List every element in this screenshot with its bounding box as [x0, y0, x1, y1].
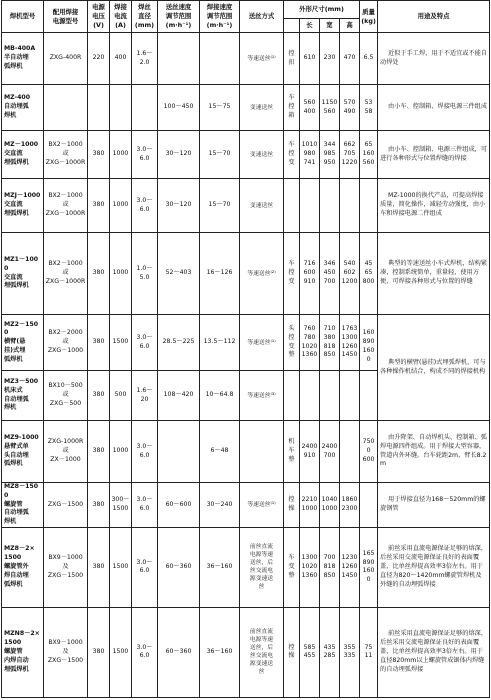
wire-diameter-cell: 1.6～ 20: [132, 371, 158, 421]
unit-cell: 车 变 整: [284, 527, 300, 607]
usage-cell: 由小车、控制箱、焊接电源三件组成: [378, 85, 490, 131]
table-row: [2, 33, 490, 85]
header-length: 长: [300, 19, 320, 33]
feed-speed-cell: [158, 421, 200, 483]
power-model-cell: BX10－500 或 ZXG－500: [44, 371, 88, 421]
weld-speed-cell: 15～75: [200, 85, 240, 131]
model-cell: MB-400A 半自动埋 弧焊机: [2, 33, 44, 85]
unit-cell: 车 控 变: [284, 233, 300, 315]
power-model-cell: ZXG-400R: [44, 33, 88, 85]
width-cell: 230: [320, 33, 340, 85]
wire-diameter-cell: 3.0～ 6.0: [132, 421, 158, 483]
wire-diameter-cell: 3.0～ 6.0: [132, 483, 158, 528]
wire-diameter-cell: [132, 85, 158, 131]
height-cell: [340, 179, 360, 233]
voltage-cell: 380: [88, 483, 110, 528]
header-width: 宽: [320, 19, 340, 33]
current-cell: [110, 85, 132, 131]
header-voltage: 电源 电压 (V): [88, 1, 110, 33]
table-row: [2, 233, 490, 315]
wire-diameter-cell: 3.0～ 6.0: [132, 315, 158, 371]
header-power-model: 配用焊接 电源型号: [44, 1, 88, 33]
height-cell: 1230 1260 1450: [340, 527, 360, 607]
height-cell: 1860 2300: [340, 483, 360, 528]
mass-cell: [360, 483, 378, 528]
weld-speed-cell: 36～160: [200, 527, 240, 607]
feed-mode-cell: 等速送丝⁽²⁾: [240, 233, 284, 315]
current-cell: 1500: [110, 315, 132, 371]
weld-speed-cell: 15～70: [200, 131, 240, 179]
unit-cell: 控 操: [284, 483, 300, 528]
model-cell: MZ－1000 交直流 埋弧焊机: [2, 131, 44, 179]
usage-cell: 由小车、控制箱、电源三件组成，可进行各种形式与位置焊缝的焊接: [378, 131, 490, 179]
unit-cell: 车 控 箱: [284, 85, 300, 131]
welder-spec-table: [1, 0, 490, 698]
mass-cell: [360, 179, 378, 233]
voltage-cell: 380: [88, 131, 110, 179]
power-model-cell: ZXG-1000R 或 ZX－1000: [44, 421, 88, 483]
feed-mode-cell: [240, 421, 284, 483]
table-row: [2, 315, 490, 371]
current-cell: 1000: [110, 421, 132, 483]
table-row: [2, 179, 490, 233]
width-cell: 346 450 700: [320, 233, 340, 315]
height-cell: 570 490: [340, 85, 360, 131]
feed-speed-cell: 100～450: [158, 85, 200, 131]
header-model: 焊机型号: [2, 1, 44, 33]
width-cell: 1040 1000: [320, 483, 340, 528]
voltage-cell: 380: [88, 233, 110, 315]
table-row: [2, 483, 490, 528]
usage-cell: 典型的等速送丝小车式焊机，结构紧凑，控制系统简单，重量轻，使用方便，可焊接各种形式与位置的焊缝: [378, 233, 490, 315]
voltage-cell: 380: [88, 527, 110, 607]
feed-mode-cell: 等速送丝⁽¹⁾: [240, 315, 284, 371]
feed-speed-cell: 30～120: [158, 179, 200, 233]
feed-speed-cell: 28.5～225: [158, 315, 200, 371]
wire-diameter-cell: 3.0～ 6.0: [132, 527, 158, 607]
usage-cell: 典型的横臂(悬挂)式埋弧焊机，可与各种操作机结合，构成不同的焊接机构: [378, 315, 490, 421]
mass-cell: 7500 600: [360, 421, 378, 483]
height-cell: 355 335: [340, 607, 360, 697]
feed-mode-cell: 变速送丝: [240, 131, 284, 179]
height-cell: [340, 421, 360, 483]
current-cell: 1000: [110, 179, 132, 233]
feed-speed-cell: 30～120: [158, 131, 200, 179]
table-body: [2, 33, 490, 698]
table-row: [2, 131, 490, 179]
model-cell: MZ1－1000 交直流 埋弧焊机: [2, 233, 44, 315]
length-cell: 1300 1020 1360: [300, 527, 320, 607]
feed-mode-cell: 变速送丝: [240, 179, 284, 233]
weld-speed-cell: 6～48: [200, 421, 240, 483]
mass-cell: 45 65 800: [360, 233, 378, 315]
width-cell: 700 818 850: [320, 527, 340, 607]
height-cell: 1763 1300 1260 1450: [340, 315, 360, 371]
mass-cell: 75 11: [360, 607, 378, 697]
usage-cell: 近似于手工焊，用于不适宜或不能自动焊处: [378, 33, 490, 85]
table-row: [2, 607, 490, 697]
length-cell: 1010 980 741: [300, 131, 320, 179]
mass-cell: 65 160 560: [360, 131, 378, 179]
length-cell: 716 600 910: [300, 233, 320, 315]
length-cell: 2210 1000: [300, 483, 320, 528]
power-model-cell: BX9－1000 及 ZXG－1500: [44, 607, 88, 697]
voltage-cell: 380: [88, 371, 110, 421]
usage-cell: MZ-1000的换代产品，可提高焊接质量，简化操作，减轻劳动强度，由小车和焊接电源二件组成: [378, 179, 490, 233]
unit-cell: 头 控 变 整: [284, 315, 300, 371]
table-row: [2, 421, 490, 483]
header-current: 焊接 电流 (A): [110, 1, 132, 33]
weld-speed-cell: 10～64.8: [200, 371, 240, 421]
model-cell: MZJ－1000 交直流 埋弧焊机: [2, 179, 44, 233]
feed-speed-cell: 108～420: [158, 371, 200, 421]
length-cell: 560 400: [300, 85, 320, 131]
usage-cell: 用于焊接直径为168～520mm的螺旋钢管: [378, 483, 490, 528]
weld-speed-cell: [200, 33, 240, 85]
width-cell: 435 285: [320, 607, 340, 697]
feed-mode-cell: 等速送丝⁽¹⁾: [240, 33, 284, 85]
unit-cell: [284, 371, 300, 421]
unit-cell: 机 车 整: [284, 421, 300, 483]
header-usage: 用途及特点: [378, 1, 490, 33]
unit-cell: 控 操: [284, 607, 300, 697]
model-cell: MZ-400 自动埋弧 焊机: [2, 85, 44, 131]
header-unit: [284, 19, 300, 33]
power-model-cell: BX2－1000 或 ZXG－1000R: [44, 233, 88, 315]
wire-diameter-cell: 3.0～ 6.0: [132, 131, 158, 179]
mass-cell: [360, 371, 378, 421]
table-header: [2, 1, 490, 33]
wire-diameter-cell: 3.0～ 6.0: [132, 607, 158, 697]
mass-cell: 160 890 1600: [360, 315, 378, 371]
power-model-cell: BX2－1000 或 ZXG－1000R: [44, 179, 88, 233]
header-feed-mode: 送丝方式: [240, 1, 284, 33]
feed-mode-cell: 等速送丝⁽³⁾: [240, 371, 284, 421]
feed-mode-cell: 前丝直流 电源等速 送丝，后 丝交流电 源变速送 丝: [240, 527, 284, 607]
current-cell: 1000: [110, 131, 132, 179]
current-cell: 500: [110, 371, 132, 421]
height-cell: 662 705 1220: [340, 131, 360, 179]
header-weld-speed: 焊接速度 调节范围 (m·h⁻¹): [200, 1, 240, 33]
header-dimensions: 外形尺寸(mm): [284, 1, 360, 19]
unit-cell: [284, 179, 300, 233]
power-model-cell: BX9－1000 及 ZXG－1500: [44, 527, 88, 607]
weld-speed-cell: 36～160: [200, 607, 240, 697]
weld-speed-cell: 16～126: [200, 233, 240, 315]
length-cell: 610: [300, 33, 320, 85]
weld-speed-cell: 15～70: [200, 179, 240, 233]
header-mass: 质量 (kg): [360, 1, 378, 33]
wire-diameter-cell: 1.0～ 5.0: [132, 233, 158, 315]
weld-speed-cell: 30～240: [200, 483, 240, 528]
power-model-cell: [44, 85, 88, 131]
header-wire-diameter: 焊丝 直径 (mm): [132, 1, 158, 33]
table-row: [2, 85, 490, 131]
mass-cell: 6.5: [360, 33, 378, 85]
mass-cell: 53 58: [360, 85, 378, 131]
feed-mode-cell: 等速送丝⁽¹⁾: [240, 483, 284, 528]
unit-cell: 控 扣: [284, 33, 300, 85]
table-row: [2, 527, 490, 607]
power-model-cell: BX2－1000 或 ZXG－1000R: [44, 131, 88, 179]
width-cell: 2400 700: [320, 421, 340, 483]
length-cell: 760 780 1020 1360: [300, 315, 320, 371]
length-cell: 2400 910: [300, 421, 320, 483]
length-cell: 585 455: [300, 607, 320, 697]
width-cell: [320, 371, 340, 421]
width-cell: 344 985 950: [320, 131, 340, 179]
usage-cell: 由升降架、自动焊机头、控制箱、弧焊电源四件组成。用于焊接大型容器，管道内外环缝。台车轮距2m，臂长8.2m: [378, 421, 490, 483]
feed-mode-cell: 变速送丝: [240, 85, 284, 131]
height-cell: 540 602 1200: [340, 233, 360, 315]
model-cell: MZ8－2× 1500 螺旋管外 焊自动埋 弧焊机: [2, 527, 44, 607]
feed-speed-cell: 60～600: [158, 483, 200, 528]
power-model-cell: BX2－2000 或 ZXG－1000: [44, 315, 88, 371]
feed-speed-cell: 52～403: [158, 233, 200, 315]
header-feed-speed: 送丝速度 调节范围 (m·h⁻¹): [158, 1, 200, 33]
power-model-cell: ZXG－1500: [44, 483, 88, 528]
current-cell: 1500: [110, 607, 132, 697]
current-cell: 300～ 1500: [110, 483, 132, 528]
length-cell: [300, 371, 320, 421]
model-cell: MZ8－1500 螺旋管 自动埋弧 焊机: [2, 483, 44, 528]
voltage-cell: 380: [88, 607, 110, 697]
feed-speed-cell: [158, 33, 200, 85]
height-cell: 470: [340, 33, 360, 85]
current-cell: 1500: [110, 527, 132, 607]
voltage-cell: [88, 85, 110, 131]
current-cell: 1000: [110, 233, 132, 315]
feed-speed-cell: 60～360: [158, 527, 200, 607]
feed-mode-cell: 前丝直流 电源等速 送丝，后 丝交流电 源变速送 丝: [240, 607, 284, 697]
wire-diameter-cell: 3.0～ 6.0: [132, 179, 158, 233]
wire-diameter-cell: 1.6～ 2.0: [132, 33, 158, 85]
weld-speed-cell: 13.5～112: [200, 315, 240, 371]
feed-speed-cell: 60～360: [158, 607, 200, 697]
model-cell: MZ3－500 机床式 自动埋弧 焊机: [2, 371, 44, 421]
voltage-cell: 380: [88, 179, 110, 233]
voltage-cell: 380: [88, 315, 110, 371]
mass-cell: 165 890 1600: [360, 527, 378, 607]
voltage-cell: 380: [88, 421, 110, 483]
width-cell: 710 380 818 850: [320, 315, 340, 371]
model-cell: MZ9-1000 悬臂式单 头自动埋 弧焊机: [2, 421, 44, 483]
height-cell: [340, 371, 360, 421]
usage-cell: 前丝采用直流电源保证足够的熔深，后丝采用交流电源保证良好的表面覆盖，比单丝焊提高效率3倍左右。用于直径820mm以上螺旋管成锯体内焊缝的自动埋弧焊接: [378, 607, 490, 697]
current-cell: 400: [110, 33, 132, 85]
width-cell: [320, 179, 340, 233]
model-cell: MZ2－1500 横臂(悬 挂)式埋 弧焊机: [2, 315, 44, 371]
header-height: 高: [340, 19, 360, 33]
model-cell: MZN8－2× 1500 螺旋管 内焊自动 埋弧焊机: [2, 607, 44, 697]
usage-cell: 前丝采用直流电源保证足够的熔深，后丝采用交流电源保证良好的表面覆盖，比单丝焊提高效率3倍左右。用于直径为820～1420mm螺旋管焊机及外缝的自动埋弧焊接: [378, 527, 490, 607]
width-cell: 1150 560: [320, 85, 340, 131]
unit-cell: 车 控 变: [284, 131, 300, 179]
voltage-cell: 220: [88, 33, 110, 85]
length-cell: [300, 179, 320, 233]
